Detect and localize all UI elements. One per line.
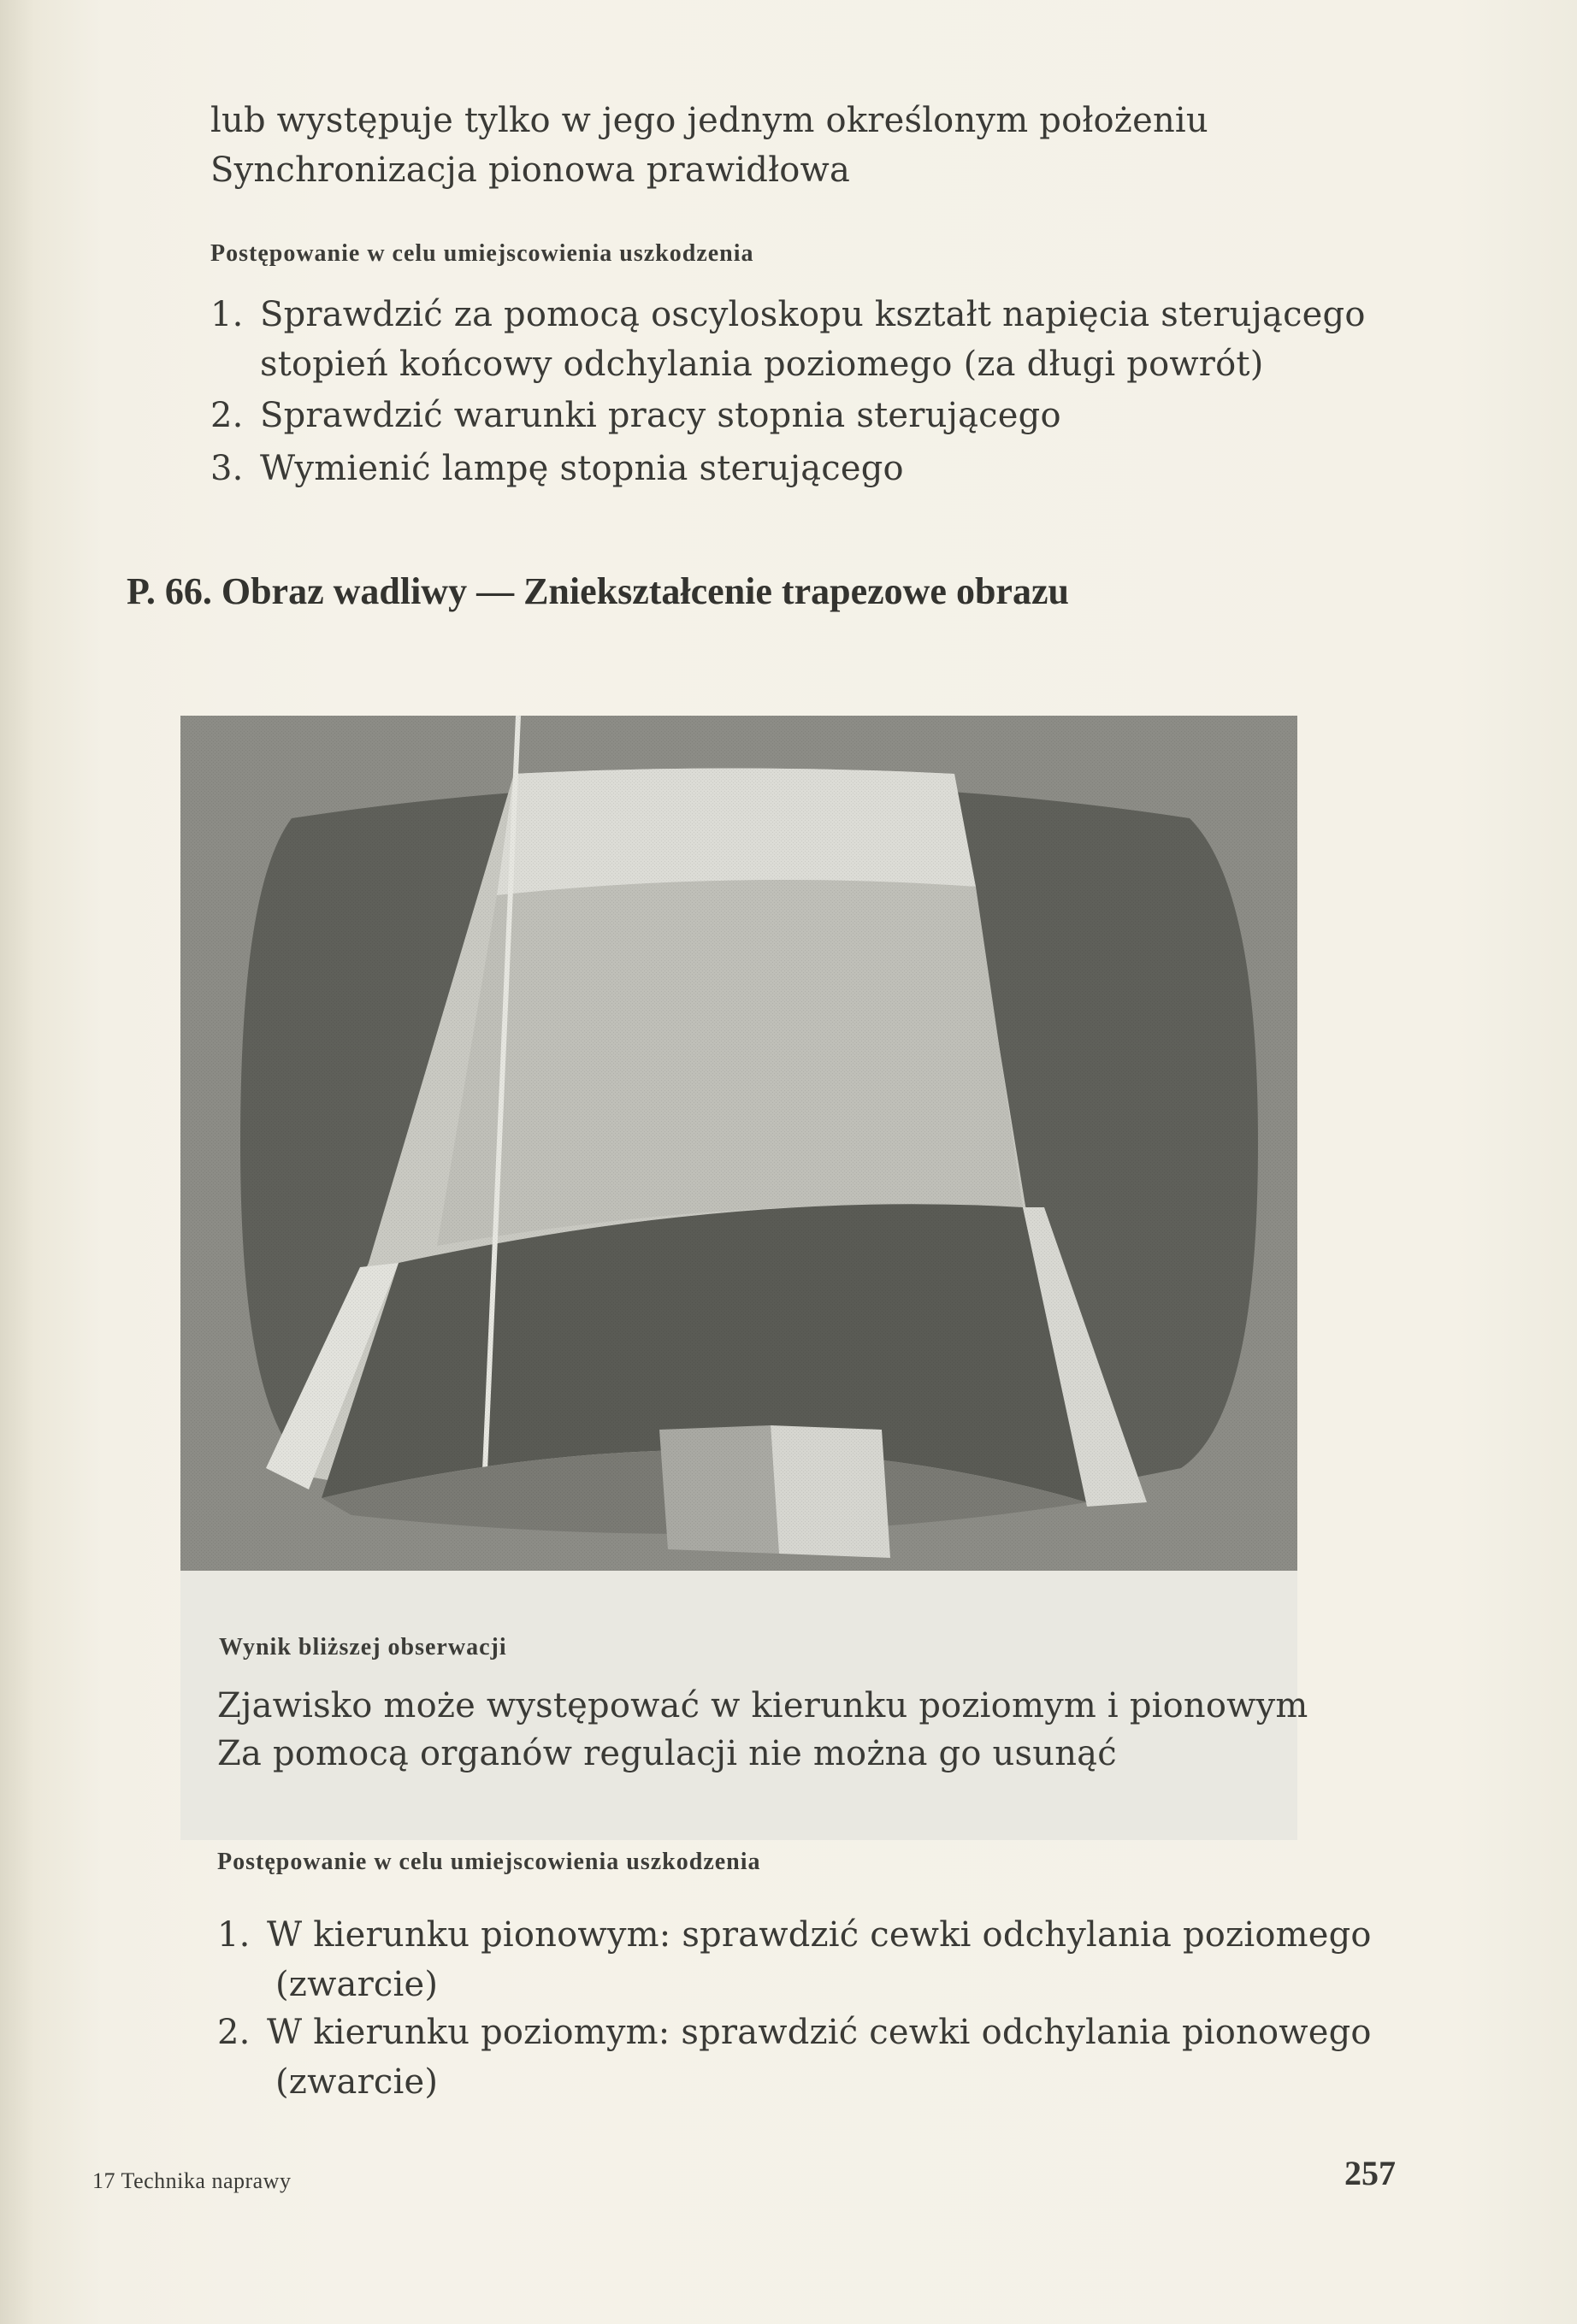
item-text: Wymienić lampę stopnia sterującego [260,449,904,488]
item-text: W kierunku pionowym: sprawdzić cewki odchylania poziomego [267,1915,1372,1955]
section2-heading: Postępowanie w celu umiejscowienia uszkodzenia [217,1849,761,1875]
problem-code: P. 66. [127,570,212,612]
halftone-grain [180,716,1297,1571]
problem-heading [127,569,1069,613]
section1-item-1-cont: stopień końcowy odchylania poziomego (za długi powrót) [260,345,1264,384]
section2-item-1-cont: (zwarcie) [275,1965,439,2004]
section2-item-1 [217,1915,1372,1955]
distortion-photo [180,716,1297,1571]
section1-item-2 [210,396,1061,435]
observation-line-1: Zjawisko może występować w kierunku poziomym i pionowym [217,1686,1308,1725]
page-number: 257 [1344,2154,1396,2192]
item-number: 1. [210,295,244,334]
problem-title: Obraz wadliwy — Zniekształcenie trapezowe obrazu [221,570,1069,612]
item-number: 2. [210,396,244,435]
footer-signature: 17 Technika naprawy [92,2168,292,2193]
item-text: Sprawdzić za pomocą oscyloskopu kształt napięcia sterującego [260,295,1366,334]
observation-line-2: Za pomocą organów regulacji nie można go usunąć [217,1734,1117,1773]
section2-item-2-cont: (zwarcie) [275,2062,439,2102]
observation-heading: Wynik bliższej obserwacji [219,1634,507,1660]
section1-heading: Postępowanie w celu umiejscowienia uszkodzenia [210,240,754,267]
item-number: 2. [217,2013,251,2052]
intro-line-1: lub występuje tylko w jego jednym określonym położeniu [210,101,1208,140]
tv-screen-image [180,716,1297,1571]
item-text: Sprawdzić warunki pracy stopnia sterującego [260,396,1061,435]
section2-item-2 [217,2013,1372,2052]
section1-item-1 [210,295,1366,334]
item-number: 3. [210,449,244,488]
section1-item-3 [210,449,904,488]
item-text: W kierunku poziomym: sprawdzić cewki odchylania pionowego [267,2013,1372,2052]
item-number: 1. [217,1915,251,1955]
intro-line-2: Synchronizacja pionowa prawidłowa [210,150,851,190]
